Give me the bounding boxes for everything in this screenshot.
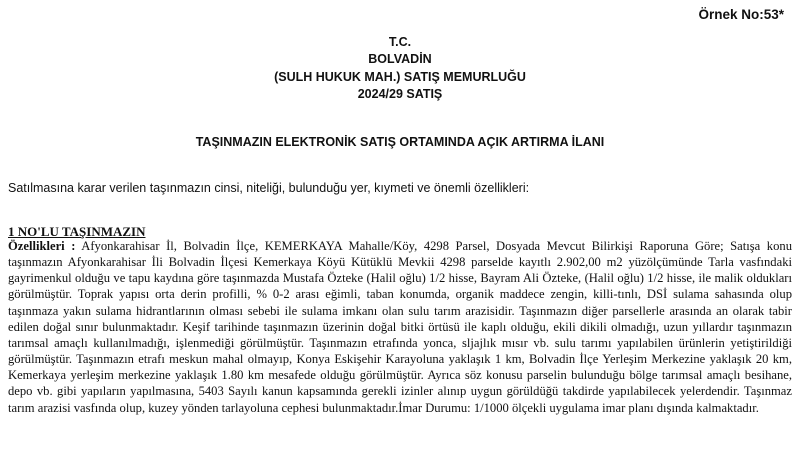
property-description [8,238,792,416]
header-office: (SULH HUKUK MAH.) SATIŞ MEMURLUĞU [274,69,526,84]
announcement-title: TAŞINMAZIN ELEKTRONİK SATIŞ ORTAMINDA AÇIK ARTIRMA İLANI [195,135,605,149]
section-title: 1 NO'LU TAŞINMAZIN [8,224,146,239]
header-tc: T.C. [388,35,412,49]
header-file-number: 2024/29 SATIŞ [357,87,443,102]
features-label: Özellikleri : [8,239,76,253]
document-header [0,34,800,104]
ornek-number: Örnek No:53* [698,7,784,22]
features-text: Afyonkarahisar İl, Bolvadin İlçe, KEMERKAYA Mahalle/Köy, 4298 Parsel, Dosyada Mevcut Bilirkişi Raporuna Göre; Satışa konu taşınmazın Afyonkarahisar İli Bolvadin İlçesi Kemerkaya Köyü Kütüklü Mevkii 4298 parselde kayıtlı 2.902,00 m2 yüzölçümünde Tarla vasfındaki gayrimenkul olduğu ve tapu kaydına göre taşınmazda Mustafa Özteke (Halil oğlu) 1/2 hisse, Bayram Ali Özteke, (Halil oğlu) 1/2 hisse, ile malik oldukları görülmüştür. Toprak yapısı orta derin profilli, % 0-2 arası eğimli, taban konumda, organik maddece zengin, killi-tınlı, DSİ sulama sahasında olup taşınmaza yakın sulama hidrantlarının olması sebebi ile sulama imkanı olan sulu tarım arazisidir. Taşınmazın diğer parsellerle arasında an olarak tabir edilen doğal sınır bulunmaktadır. Keşif tarihinde taşınmazın üzerinin doğal bitki örtüsü ile kaplı olduğu, ekili dikili olmadığı, uzun yıllardır taşınmazın tarımsal amaçlı kullanılmadığı, işlenmediği görülmüştür. Taşınmazın etrafında yonca, sljajlık mısır vb. sulu tarımı yapılabilen ürünlerin yetiştirildiği görülmüştür. Taşınmazın etrafı meskun mahal olmayıp, Konya Eskişehir Karayoluna yaklaşık 1 km, Bolvadin İlçe Yerleşim Merkezine yaklaşık 20 km, Kemerkaya yerleşim merkezine yaklaşık 1.80 km mesafede olduğu görülmüştür. Ayrıca söz konusu parselin bulunduğu bölge tarımsal amaçlı besihane, depo vb. gibi yapıların yapılmasına, 5403 Sayılı kanun kapsamında gerekli izinler alınıp uygun görüldüğü takdirde yapılabilecek yelerdendir. Taşınmaz tarım arazisi vasfında olup, kuzey yönden tarlayoluna cephesi bulunmaktadır.İmar Durumu: 1/1000 ölçekli uygulama imar planı dışında kalmaktadır. [8,239,792,415]
intro-text: Satılmasına karar verilen taşınmazın cinsi, niteliği, bulunduğu yer, kıymeti ve önemli özellikleri: [8,181,530,195]
header-city: BOLVADİN [368,52,432,67]
